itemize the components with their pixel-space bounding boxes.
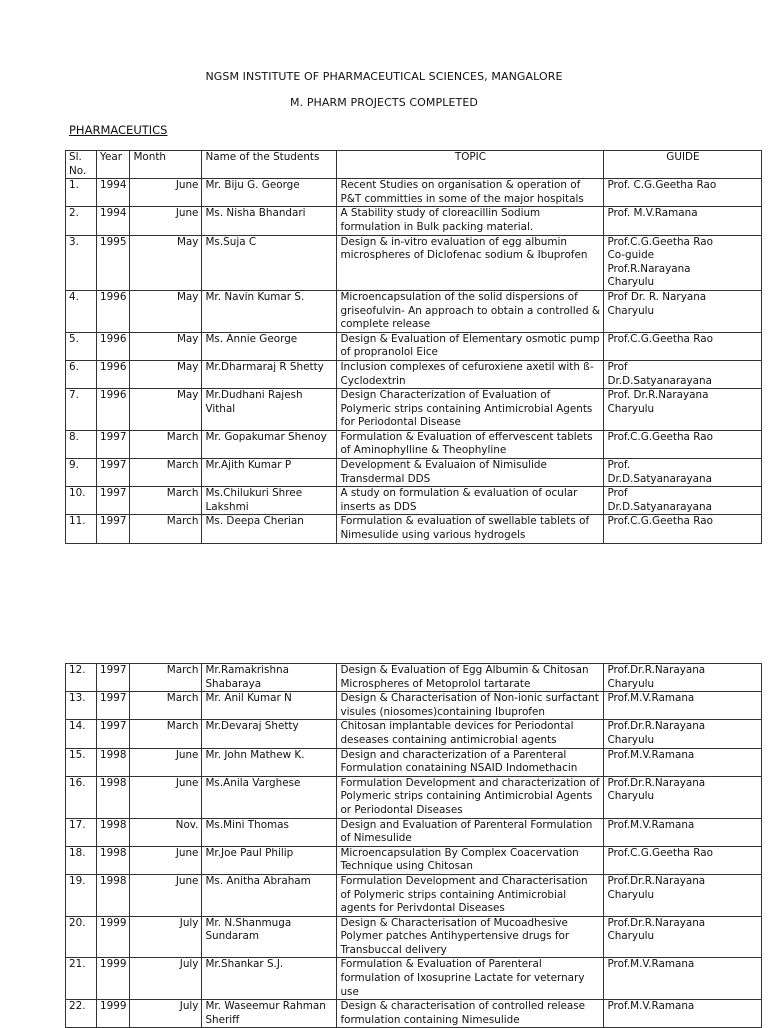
cell-sl: 17. <box>66 818 97 846</box>
cell-year: 1999 <box>97 916 130 958</box>
cell-year: 1999 <box>97 1000 130 1028</box>
cell-month: May <box>130 332 202 360</box>
cell-student-name: Mr. Biju G. George <box>202 179 337 207</box>
table-row <box>66 332 762 360</box>
col-header-sl: Sl. No. <box>66 151 97 179</box>
projects-table-2 <box>65 663 762 1028</box>
cell-sl: 22. <box>66 1000 97 1028</box>
cell-student-name: Ms. Annie George <box>202 332 337 360</box>
table-row <box>66 776 762 818</box>
cell-student-name: Mr.Ramakrishna Shabaraya <box>202 664 337 692</box>
cell-student-name: Mr. Anil Kumar N <box>202 692 337 720</box>
cell-student-name: Ms.Mini Thomas <box>202 818 337 846</box>
cell-topic: Design and Evaluation of Parenteral Formulation of Nimesulide <box>337 818 604 846</box>
cell-year: 1998 <box>97 776 130 818</box>
cell-student-name: Ms.Chilukuri Shree Lakshmi <box>202 487 337 515</box>
cell-year: 1998 <box>97 846 130 874</box>
cell-topic: Design and characterization of a Parenteral Formulation conataining NSAID Indomethacin <box>337 748 604 776</box>
col-header-year: Year <box>97 151 130 179</box>
projects-table-1 <box>65 150 762 544</box>
cell-guide: Prof.Dr.R.Narayana Charyulu <box>604 776 762 818</box>
cell-month: May <box>130 360 202 388</box>
cell-sl: 15. <box>66 748 97 776</box>
cell-sl: 7. <box>66 389 97 431</box>
cell-sl: 20. <box>66 916 97 958</box>
table-row <box>66 207 762 235</box>
cell-month: May <box>130 290 202 332</box>
cell-year: 1997 <box>97 459 130 487</box>
cell-sl: 13. <box>66 692 97 720</box>
cell-student-name: Ms. Deepa Cherian <box>202 515 337 543</box>
cell-guide: Prof.M.V.Ramana <box>604 1000 762 1028</box>
cell-month: March <box>130 692 202 720</box>
cell-year: 1998 <box>97 748 130 776</box>
cell-sl: 3. <box>66 235 97 290</box>
cell-sl: 21. <box>66 958 97 1000</box>
cell-year: 1995 <box>97 235 130 290</box>
cell-month: Nov. <box>130 818 202 846</box>
cell-guide: Prof.C.G.Geetha Rao <box>604 430 762 458</box>
cell-month: June <box>130 846 202 874</box>
cell-year: 1994 <box>97 179 130 207</box>
cell-guide: Prof. C.G.Geetha Rao <box>604 179 762 207</box>
col-header-name: Name of the Students <box>202 151 337 179</box>
cell-year: 1997 <box>97 692 130 720</box>
table-row <box>66 748 762 776</box>
cell-topic: Design Characterization of Evaluation of Polymeric strips containing Antimicrobial Agents for Periodontal Disease <box>337 389 604 431</box>
table-row <box>66 818 762 846</box>
cell-sl: 5. <box>66 332 97 360</box>
cell-sl: 9. <box>66 459 97 487</box>
col-header-topic: TOPIC <box>337 151 604 179</box>
section-heading: PHARMACEUTICS <box>69 123 168 137</box>
document-subtitle: M. PHARM PROJECTS COMPLETED <box>290 96 478 109</box>
cell-sl: 12. <box>66 664 97 692</box>
cell-year: 1997 <box>97 515 130 543</box>
cell-topic: Formulation & Evaluation of Parenteral formulation of Ixosuprine Lactate for veternary use <box>337 958 604 1000</box>
table-row <box>66 360 762 388</box>
cell-sl: 10. <box>66 487 97 515</box>
cell-year: 1996 <box>97 332 130 360</box>
cell-sl: 19. <box>66 874 97 916</box>
cell-topic: Design & Evaluation of Egg Albumin & Chitosan Microspheres of Metoprolol tartarate <box>337 664 604 692</box>
cell-guide: Prof.Dr.R.Narayana Charyulu <box>604 720 762 748</box>
cell-guide: Prof. Dr.D.Satyanarayana <box>604 459 762 487</box>
table-row <box>66 179 762 207</box>
cell-year: 1998 <box>97 874 130 916</box>
cell-topic: Development & Evaluaion of Nimisulide Transdermal DDS <box>337 459 604 487</box>
cell-guide: Prof Dr.D.Satyanarayana <box>604 487 762 515</box>
cell-guide: Prof. Dr.R.Narayana Charyulu <box>604 389 762 431</box>
cell-year: 1996 <box>97 389 130 431</box>
cell-guide: Prof.Dr.R.Narayana Charyulu <box>604 664 762 692</box>
cell-topic: A Stability study of cloreacillin Sodium formulation in Bulk packing material. <box>337 207 604 235</box>
cell-month: March <box>130 459 202 487</box>
cell-month: March <box>130 664 202 692</box>
table-row <box>66 720 762 748</box>
table-row <box>66 664 762 692</box>
cell-topic: A study on formulation & evaluation of ocular inserts as DDS <box>337 487 604 515</box>
table-row <box>66 459 762 487</box>
cell-month: July <box>130 958 202 1000</box>
cell-topic: Recent Studies on organisation & operation of P&T committies in some of the major hospitals <box>337 179 604 207</box>
cell-sl: 11. <box>66 515 97 543</box>
cell-year: 1996 <box>97 360 130 388</box>
cell-sl: 18. <box>66 846 97 874</box>
cell-month: June <box>130 179 202 207</box>
cell-topic: Chitosan implantable devices for Periodontal deseases containing antimicrobial agents <box>337 720 604 748</box>
table-row <box>66 430 762 458</box>
cell-student-name: Ms. Nisha Bhandari <box>202 207 337 235</box>
table-row <box>66 916 762 958</box>
table-header-row <box>66 151 762 179</box>
cell-student-name: Ms.Anila Varghese <box>202 776 337 818</box>
cell-student-name: Mr. N.Shanmuga Sundaram <box>202 916 337 958</box>
cell-year: 1997 <box>97 430 130 458</box>
table-row <box>66 874 762 916</box>
cell-sl: 1. <box>66 179 97 207</box>
cell-student-name: Mr.Dudhani Rajesh Vithal <box>202 389 337 431</box>
table-row <box>66 290 762 332</box>
table-row <box>66 487 762 515</box>
cell-month: July <box>130 916 202 958</box>
cell-year: 1999 <box>97 958 130 1000</box>
cell-sl: 14. <box>66 720 97 748</box>
cell-guide: Prof. M.V.Ramana <box>604 207 762 235</box>
cell-topic: Design & Characterisation of Mucoadhesive Polymer patches Antihypertensive drugs for Transbuccal delivery <box>337 916 604 958</box>
cell-topic: Design & Evaluation of Elementary osmotic pump of propranolol Eice <box>337 332 604 360</box>
table-row <box>66 389 762 431</box>
cell-topic: Microencapsulation of the solid dispersions of griseofulvin- An approach to obtain a controlled & complete release <box>337 290 604 332</box>
cell-guide: Prof.C.G.Geetha Rao <box>604 515 762 543</box>
cell-topic: Inclusion complexes of cefuroxiene axetil with ß-Cyclodextrin <box>337 360 604 388</box>
col-header-month: Month <box>130 151 202 179</box>
cell-month: March <box>130 487 202 515</box>
cell-year: 1997 <box>97 720 130 748</box>
cell-month: March <box>130 720 202 748</box>
cell-student-name: Mr.Dharmaraj R Shetty <box>202 360 337 388</box>
cell-guide: Prof.C.G.Geetha Rao <box>604 846 762 874</box>
cell-guide: Prof.Dr.R.Narayana Charyulu <box>604 916 762 958</box>
cell-student-name: Mr. John Mathew K. <box>202 748 337 776</box>
cell-year: 1997 <box>97 487 130 515</box>
cell-month: June <box>130 776 202 818</box>
cell-topic: Design & in-vitro evaluation of egg albumin microspheres of Diclofenac sodium & Ibuprofen <box>337 235 604 290</box>
cell-month: June <box>130 874 202 916</box>
cell-topic: Formulation & Evaluation of effervescent tablets of Aminophylline & Theophyline <box>337 430 604 458</box>
cell-year: 1994 <box>97 207 130 235</box>
table-row <box>66 958 762 1000</box>
cell-topic: Formulation Development and characterization of Polymeric strips containing Antimicrobial Agents or Periodontal Diseases <box>337 776 604 818</box>
cell-sl: 8. <box>66 430 97 458</box>
cell-topic: Microencapsulation By Complex Coacervation Technique using Chitosan <box>337 846 604 874</box>
cell-student-name: Mr. Navin Kumar S. <box>202 290 337 332</box>
cell-student-name: Mr. Waseemur Rahman Sheriff <box>202 1000 337 1028</box>
cell-guide: Prof.M.V.Ramana <box>604 818 762 846</box>
table-row <box>66 692 762 720</box>
cell-sl: 6. <box>66 360 97 388</box>
cell-month: May <box>130 389 202 431</box>
cell-year: 1998 <box>97 818 130 846</box>
cell-student-name: Mr. Gopakumar Shenoy <box>202 430 337 458</box>
table-row <box>66 235 762 290</box>
cell-guide: Prof Dr.D.Satyanarayana <box>604 360 762 388</box>
cell-topic: Design & Characterisation of Non-ionic surfactant visules (niosomes)containing Ibuprofen <box>337 692 604 720</box>
institute-title: NGSM INSTITUTE OF PHARMACEUTICAL SCIENCES, MANGALORE <box>205 70 563 83</box>
cell-sl: 4. <box>66 290 97 332</box>
cell-guide: Prof.M.V.Ramana <box>604 748 762 776</box>
cell-student-name: Mr.Joe Paul Philip <box>202 846 337 874</box>
cell-topic: Design & characterisation of controlled release formulation containing Nimesulide <box>337 1000 604 1028</box>
cell-year: 1997 <box>97 664 130 692</box>
cell-guide: Prof Dr. R. Naryana Charyulu <box>604 290 762 332</box>
col-header-guide: GUIDE <box>604 151 762 179</box>
cell-student-name: Ms. Anitha Abraham <box>202 874 337 916</box>
cell-topic: Formulation Development and Characterisation of Polymeric strips containing Antimicrobial agents for Perivdontal Diseases <box>337 874 604 916</box>
cell-student-name: Mr.Devaraj Shetty <box>202 720 337 748</box>
cell-year: 1996 <box>97 290 130 332</box>
cell-sl: 2. <box>66 207 97 235</box>
cell-guide: Prof.C.G.Geetha Rao <box>604 332 762 360</box>
cell-month: May <box>130 235 202 290</box>
cell-month: June <box>130 207 202 235</box>
cell-month: June <box>130 748 202 776</box>
cell-month: March <box>130 515 202 543</box>
cell-guide: Prof.Dr.R.Narayana Charyulu <box>604 874 762 916</box>
cell-guide: Prof.M.V.Ramana <box>604 958 762 1000</box>
cell-month: March <box>130 430 202 458</box>
cell-topic: Formulation & evaluation of swellable tablets of Nimesulide using various hydrogels <box>337 515 604 543</box>
table-row <box>66 515 762 543</box>
cell-month: July <box>130 1000 202 1028</box>
cell-student-name: Ms.Suja C <box>202 235 337 290</box>
cell-guide: Prof.C.G.Geetha Rao Co-guide Prof.R.Narayana Charyulu <box>604 235 762 290</box>
cell-guide: Prof.M.V.Ramana <box>604 692 762 720</box>
cell-student-name: Mr.Shankar S.J. <box>202 958 337 1000</box>
cell-sl: 16. <box>66 776 97 818</box>
cell-student-name: Mr.Ajith Kumar P <box>202 459 337 487</box>
table-row <box>66 846 762 874</box>
